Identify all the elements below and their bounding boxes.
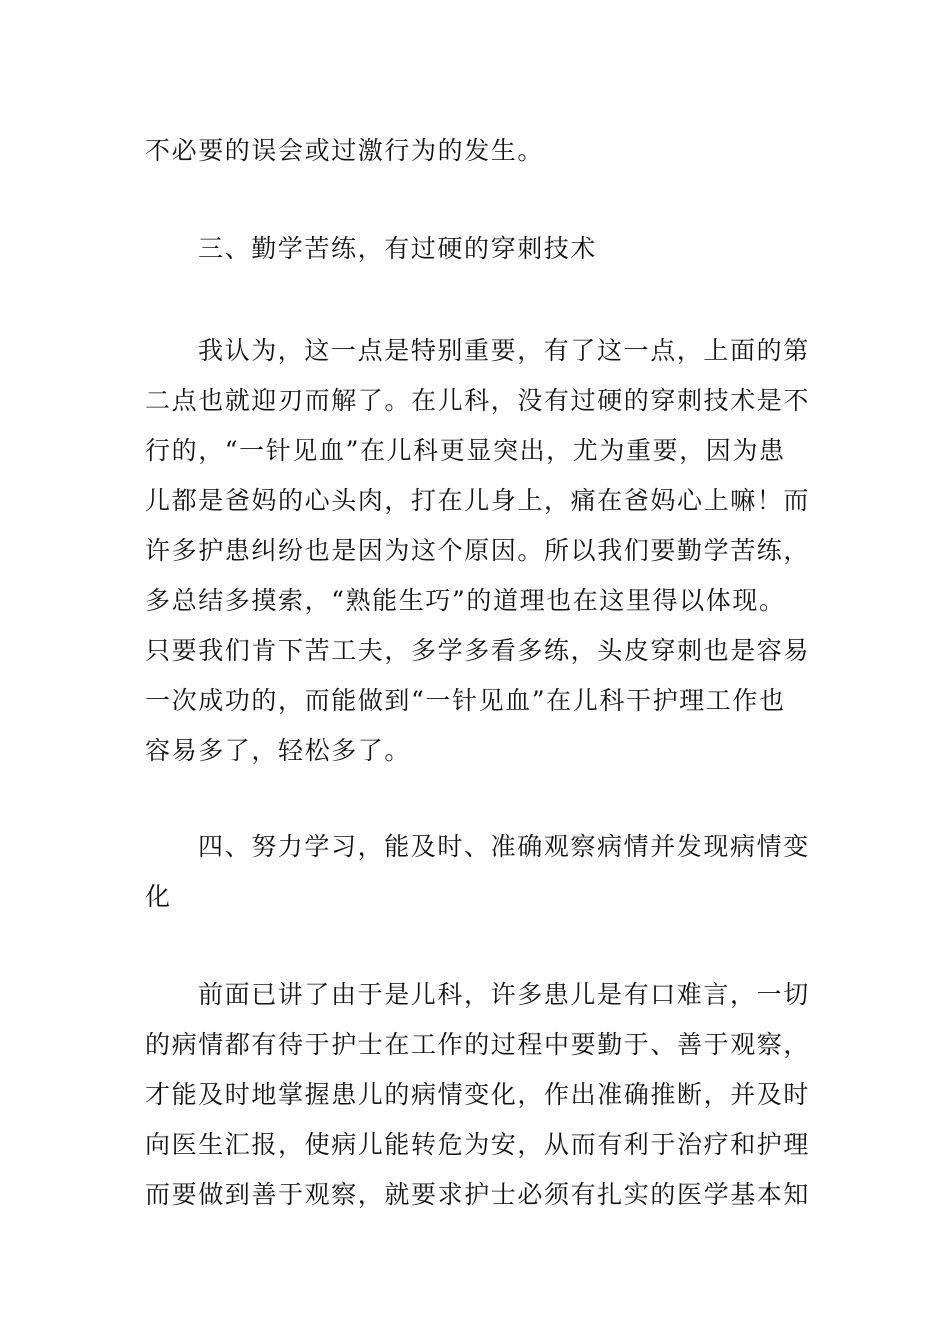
text-line: 二点也就迎刃而解了。在儿科，没有过硬的穿刺技术是不 [145, 386, 811, 415]
paragraph-puncture-skill [145, 326, 810, 776]
section-heading-4 [145, 822, 810, 922]
text-line: 的病情都有待于护士在工作的过程中要勤于、善于观察， [145, 1030, 811, 1059]
text-line: 容易多了，轻松多了。 [145, 736, 412, 765]
text-line: 而要做到善于观察，就要求护士必须有扎实的医学基本知 [145, 1180, 811, 1209]
text-line: 行的，“一针见血”在儿科更显突出，尤为重要，因为患 [145, 436, 786, 465]
text-line: 许多护患纠纷也是因为这个原因。所以我们要勤学苦练， [145, 536, 811, 565]
text-line: 我认为，这一点是特别重要，有了这一点，上面的第 [198, 336, 810, 365]
text-line: 多总结多摸索，“熟能生巧”的道理也在这里得以体现。 [145, 586, 786, 615]
text-line: 只要我们肯下苦工夫，多学多看多练，头皮穿刺也是容易 [145, 636, 811, 665]
text-line: 一次成功的，而能做到“一针见血”在儿科干护理工作也 [145, 686, 786, 715]
text-line: 儿都是爸妈的心头肉，打在儿身上，痛在爸妈心上嘛！而 [145, 486, 811, 515]
paragraph-continuation [145, 126, 810, 176]
paragraph-observation [145, 970, 810, 1220]
text-line: 不必要的误会或过激行为的发生。 [145, 136, 545, 165]
text-line: 才能及时地掌握患儿的病情变化，作出准确推断，并及时 [145, 1080, 811, 1109]
text-line: 向医生汇报，使病儿能转危为安，从而有利于治疗和护理 [145, 1130, 811, 1159]
section-heading-3 [145, 224, 810, 274]
heading-text: 四、努力学习，能及时、准确观察病情并发现病情变 [198, 832, 810, 861]
heading-text: 化 [145, 882, 172, 911]
heading-text: 三、勤学苦练，有过硬的穿刺技术 [198, 234, 598, 263]
text-line: 前面已讲了由于是儿科，许多患儿是有口难言，一切 [198, 980, 810, 1009]
